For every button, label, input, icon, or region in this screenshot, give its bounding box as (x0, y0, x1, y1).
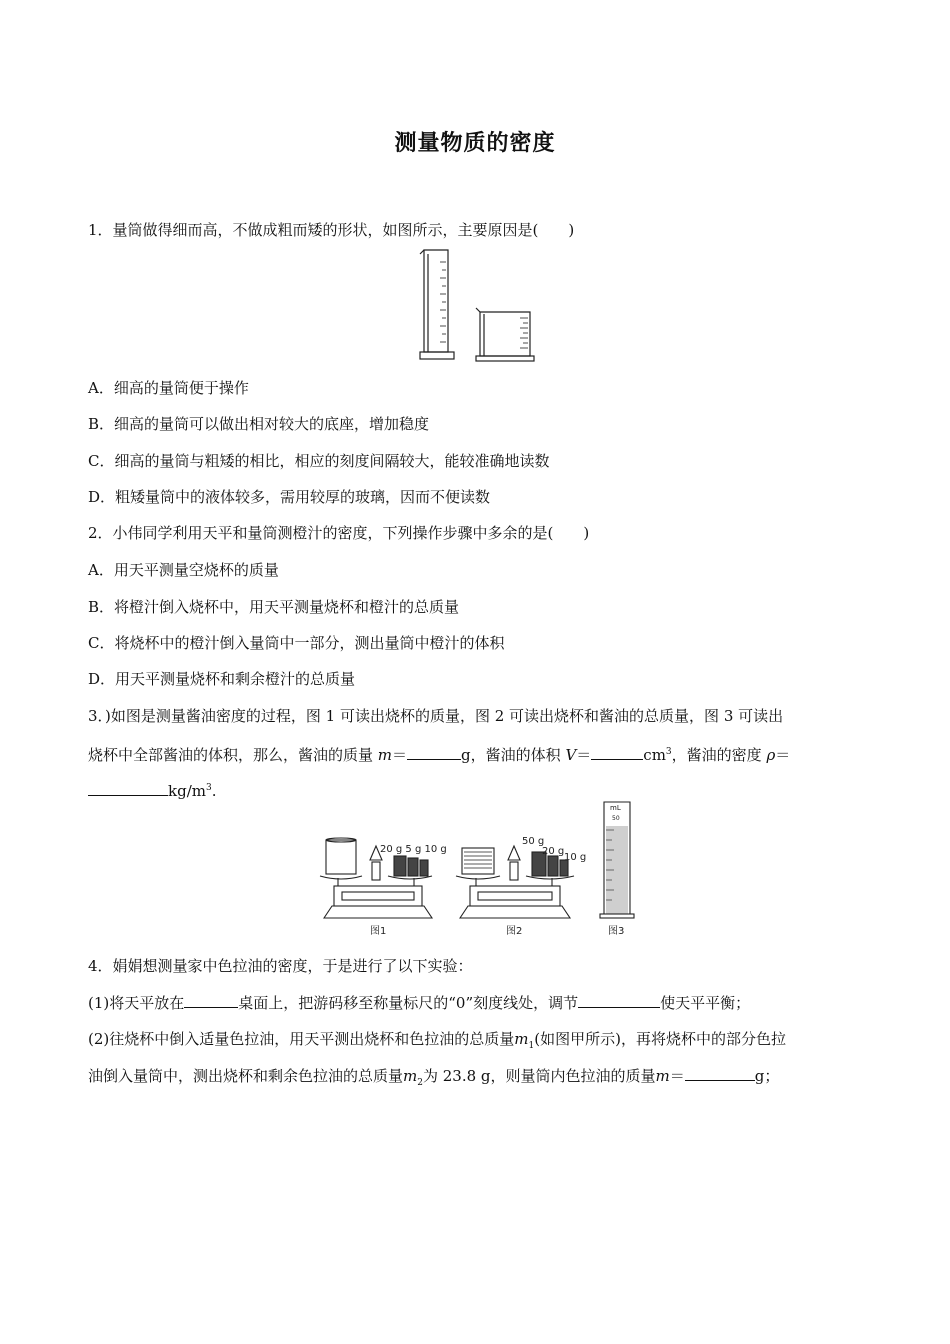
answer-blank-adjust[interactable] (578, 992, 660, 1008)
cylinder-unit-label: mL (610, 804, 621, 812)
q1-stem: 1．量筒做得细而高，不做成粗而矮的形状，如图所示，主要原因是( ) (88, 221, 575, 239)
q2-option-b: B．将橙汁倒入烧杯中，用天平测量烧杯和橙汁的总质量 (88, 598, 460, 616)
q4-stem: 4．娟娟想测量家中色拉油的密度，于是进行了以下实验： (88, 957, 473, 975)
q4-part2-line2: 油倒入量筒中，测出烧杯和剩余色拉油的总质量$m_2$为 23.8 g，则量筒内色拉油的质量m＝ g； (88, 1067, 780, 1088)
q1-option-a: A．细高的量筒便于操作 (88, 379, 249, 397)
q4-part1: (1)将天平放在 桌面上，把游码移至称量标尺的“0”刻度线处，调节 使天平平衡； (88, 994, 751, 1012)
answer-blank-volume[interactable] (591, 744, 643, 760)
q3-line1: 3．)如图是测量酱油密度的过程，图 1 可读出烧杯的质量，图 2 可读出烧杯和酱油的总质量，图 3 可读出 (88, 707, 784, 725)
q1-option-c: C．细高的量筒与粗矮的相比，相应的刻度间隔较大，能较准确地读数 (88, 452, 550, 470)
fig2-weights-right: 10 g (564, 852, 587, 863)
q3-line2: 烧杯中全部酱油的体积，那么，酱油的质量 m＝ g，酱油的体积 $V= cm^3$，酱油的密度 ρ＝ (88, 746, 791, 764)
q3-balance-figures (318, 800, 648, 942)
answer-blank-oil-mass[interactable] (685, 1065, 755, 1081)
q2-option-a: A．用天平测量空烧杯的质量 (88, 561, 279, 579)
fig1-caption: 图1 (370, 926, 387, 937)
q2-option-c: C．将烧杯中的橙汁倒入量筒中一部分，测出量筒中橙汁的体积 (88, 634, 505, 652)
answer-blank-mass[interactable] (407, 744, 461, 760)
var-m: m (377, 746, 393, 764)
q2-stem: 2．小伟同学利用天平和量筒测橙汁的密度，下列操作步骤中多余的是( ) (88, 524, 590, 542)
tall-cylinder (420, 250, 454, 359)
answer-blank-density[interactable] (88, 780, 168, 796)
q2-option-d: D．用天平测量烧杯和剩余橙汁的总质量 (88, 670, 356, 688)
fig3-caption: 图3 (608, 926, 625, 937)
short-wide-cylinder (476, 308, 534, 361)
page-title: 测量物质的密度 (394, 131, 556, 156)
q1-option-d: D．粗矮量筒中的液体较多，需用较厚的玻璃，因而不便读数 (88, 488, 491, 506)
fig1-weights-label: 20 g 5 g 10 g (380, 844, 447, 855)
q1-option-b: B．细高的量筒可以做出相对较大的底座，增加稳度 (88, 415, 430, 433)
q4-part2-line1: (2)往烧杯中倒入适量色拉油，用天平测出烧杯和色拉油的总质量$m_1$(如图甲所示)，再将烧杯中的部分色拉 (88, 1030, 786, 1051)
cylinder-top-mark: 50 (612, 815, 620, 822)
var-rho: ρ (766, 746, 776, 764)
q3-line3: $kg/m^3$. (88, 778, 216, 801)
answer-blank-table[interactable] (184, 992, 238, 1008)
fig2-caption: 图2 (506, 926, 523, 937)
q1-cylinders-figure (418, 248, 536, 364)
fig2-weights-mid: 20 g (542, 846, 565, 857)
var-v: V (565, 746, 577, 764)
fig2-weights-top: 50 g (522, 836, 545, 847)
